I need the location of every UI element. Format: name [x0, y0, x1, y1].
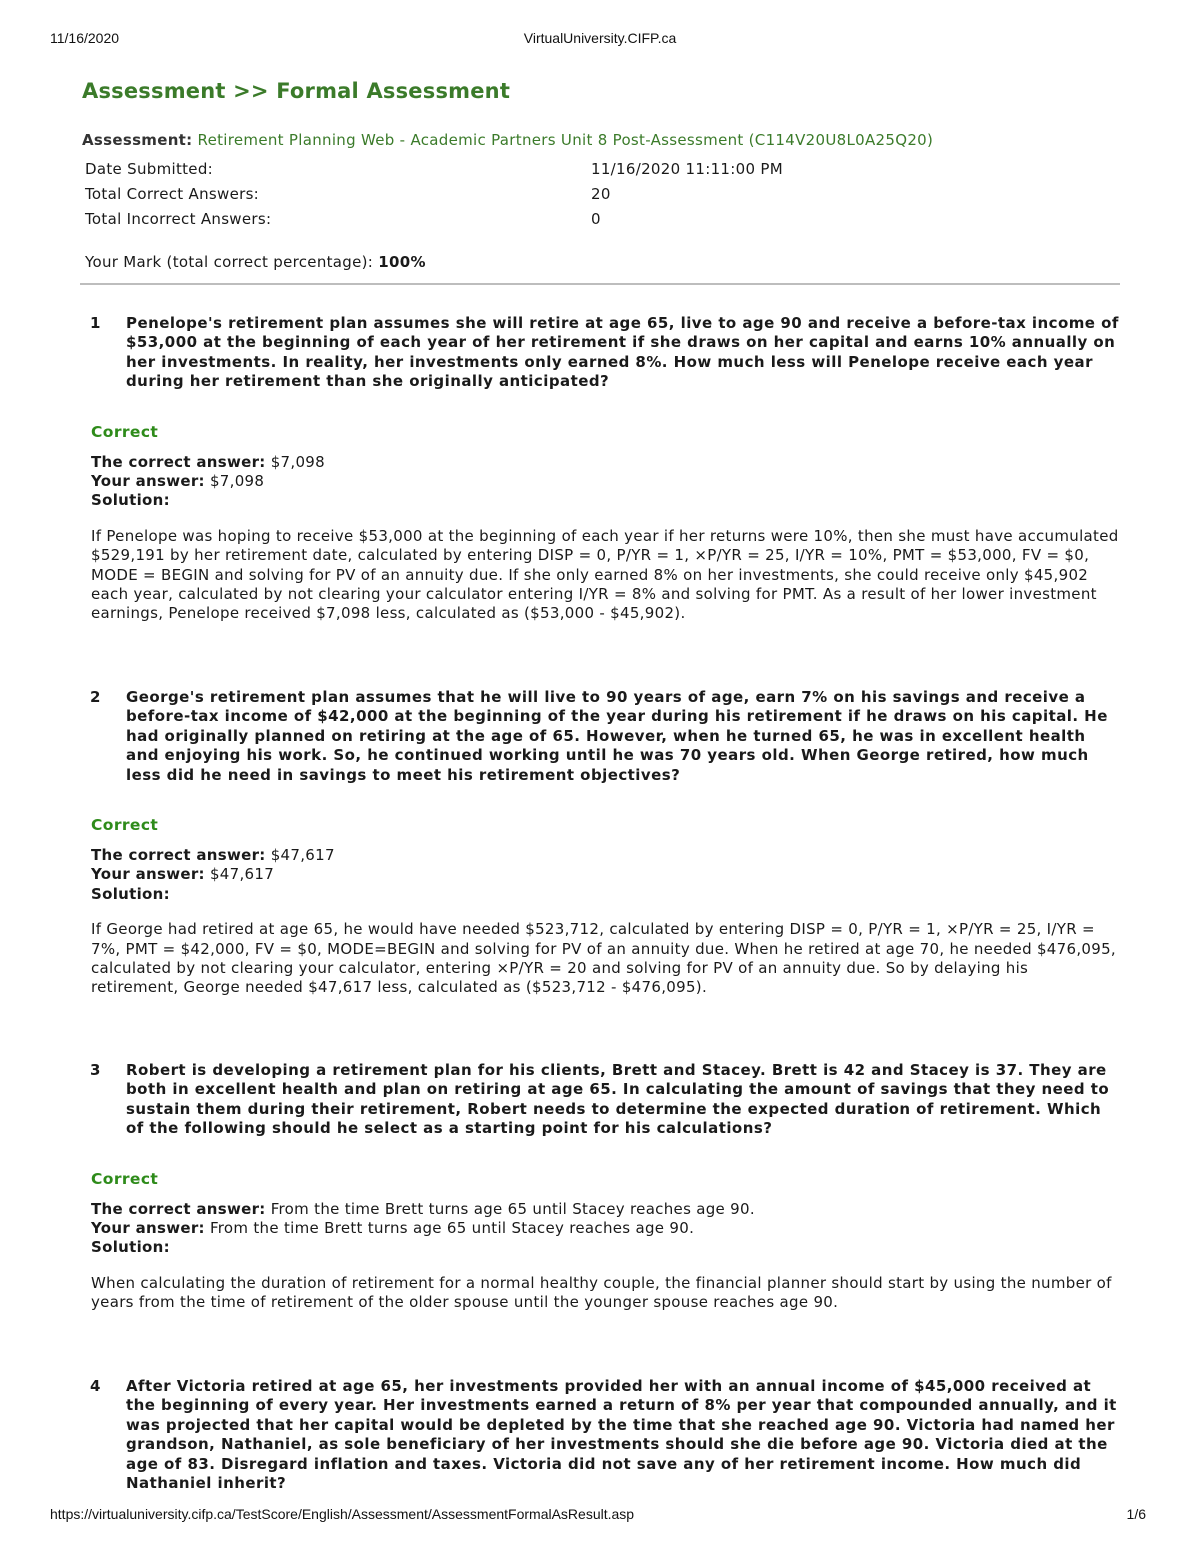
- solution-text: If Penelope was hoping to receive $53,000 at the beginning of each year if her returns were 10%, then she must have accumulated $529,191 by her retirement date, calculated by entering DISP = 0, P/YR = 1, ×P/YR = 25, I/YR = 10%, PMT = $53,000, FV = $0, MODE = BEGIN and solving for PV of an annuity due. If she only earned 8% on her investments, she could receive only $45,902 each year, calculated by not clearing your calculator entering I/YR = 8% and solving for PMT. As a result of her lower investment earnings, Penelope received $7,098 less, calculated as ($53,000 - $45,902).: [91, 526, 1119, 623]
- your-answer-label: Your answer:: [91, 865, 205, 884]
- assessment-title: [82, 130, 1122, 150]
- correct-answer-label: The correct answer:: [91, 846, 266, 865]
- solution-label: Solution:: [91, 491, 170, 510]
- question-3: [90, 1061, 1120, 1313]
- correct-answer-label: The correct answer:: [91, 1199, 266, 1218]
- assessment-label: Assessment:: [82, 131, 193, 149]
- total-correct-value: 20: [591, 184, 611, 203]
- question-4: [90, 1377, 1120, 1493]
- total-incorrect-value: 0: [591, 209, 601, 228]
- your-answer-line: [91, 472, 1120, 491]
- your-answer-label: Your answer:: [91, 472, 205, 491]
- correct-answer-value: $7,098: [270, 452, 325, 471]
- solution-label: Solution:: [91, 884, 170, 903]
- mark-label: Your Mark (total correct percentage):: [85, 253, 374, 271]
- answer-block: [91, 453, 1120, 511]
- date-submitted-value: 11/16/2020 11:11:00 PM: [591, 159, 783, 178]
- total-correct-label: Total Correct Answers:: [85, 184, 260, 203]
- question-text: Penelope's retirement plan assumes she will retire at age 65, live to age 90 and receive a before-tax income of $53,000 at the beginning of each year of her retirement if she draws on her capital and earns 10% annually on her investments. In reality, her investments only earned 8%. How much less will Penelope receive each year during her retirement than she originally anticipated?: [126, 314, 1119, 391]
- print-footer: [0, 1506, 1200, 1526]
- correct-answer-line: [91, 1200, 1120, 1219]
- question-1: [90, 314, 1120, 624]
- question-text: George's retirement plan assumes that he will live to 90 years of age, earn 7% on his savings and receive a before-tax income of $42,000 at the beginning of the year during his retirement if he draws on his capital. He had originally planned on retiring at the age of 65. However, when he turned 65, he was in excellent health and enjoying his work. So, he continued working until he was 70 years old. When George retired, how much less did he need in savings to meet his retirement objectives?: [126, 688, 1108, 784]
- print-site-title: VirtualUniversity.CIFP.ca: [523, 30, 677, 46]
- solution-label-line: [91, 885, 1120, 904]
- summary-row: [85, 206, 783, 231]
- results-header: [82, 76, 1122, 285]
- your-answer-label: Your answer:: [91, 1219, 205, 1238]
- print-header: [0, 30, 1200, 50]
- breadcrumb: Assessment >> Formal Assessment: [82, 79, 511, 103]
- your-answer-line: [91, 1219, 1120, 1238]
- your-answer-value: $47,617: [209, 865, 275, 884]
- your-answer-value: From the time Brett turns age 65 until Stacey reaches age 90.: [209, 1219, 695, 1238]
- answer-status: Correct: [91, 1169, 159, 1188]
- your-answer-value: $7,098: [209, 472, 265, 491]
- answer-block: [91, 1200, 1120, 1258]
- summary-row: [85, 181, 783, 206]
- solution-label-line: [91, 491, 1120, 510]
- page-number: 1/6: [1126, 1506, 1146, 1522]
- correct-answer-label: The correct answer:: [91, 452, 266, 471]
- question-number: 4: [90, 1377, 101, 1395]
- print-date: 11/16/2020: [50, 30, 120, 46]
- summary-table: [85, 156, 783, 231]
- answer-block: [91, 846, 1120, 904]
- mark-line: [85, 253, 1122, 271]
- summary-row: [85, 156, 783, 181]
- solution-label-line: [91, 1238, 1120, 1257]
- question-2: [90, 688, 1120, 998]
- correct-answer-value: $47,617: [270, 846, 335, 865]
- question-text: Robert is developing a retirement plan for his clients, Brett and Stacey. Brett is 42 and Stacey is 37. They are both in excellent health and plan on retiring at age 65. In calculating the amount of savings that they need to sustain them during their retirement, Robert needs to determine the expected duration of retirement. Which of the following should he select as a starting point for his calculations?: [126, 1061, 1110, 1138]
- question-number: 3: [90, 1061, 101, 1079]
- total-incorrect-label: Total Incorrect Answers:: [85, 209, 272, 228]
- solution-text: If George had retired at age 65, he would have needed $523,712, calculated by entering DISP = 0, P/YR = 1, ×P/YR = 25, I/YR = 7%, PMT = $42,000, FV = $0, MODE=BEGIN and solving for PV of an annuity due. When he retired at age 70, he needed $476,095, calculated by not clearing your calculator, entering ×P/YR = 20 and solving for PV of an annuity due. So by delaying his retirement, George needed $47,617 less, calculated as ($523,712 - $476,095).: [91, 920, 1117, 997]
- correct-answer-value: From the time Brett turns age 65 until Stacey reaches age 90.: [270, 1199, 755, 1218]
- divider: [80, 283, 1120, 285]
- correct-answer-line: [91, 846, 1120, 865]
- date-submitted-label: Date Submitted:: [85, 159, 214, 178]
- solution-label: Solution:: [91, 1238, 170, 1257]
- correct-answer-line: [91, 453, 1120, 472]
- question-text: After Victoria retired at age 65, her investments provided her with an annual income of $45,000 received at the beginning of every year. Her investments earned a return of 8% per year that compounded annually, and it was projected that her capital would be depleted by the time that she reached age 90. Victoria had named her grandson, Nathaniel, as sole beneficiary of her investments should she die before age 90. Victoria died at the age of 83. Disregard inflation and taxes. Victoria did not save any of her retirement income. How much did Nathaniel inherit?: [126, 1377, 1117, 1493]
- mark-value: 100%: [378, 253, 426, 271]
- question-number: 2: [90, 688, 101, 706]
- solution-text: When calculating the duration of retirement for a normal healthy couple, the financial planner should start by using the number of years from the time of retirement of the older spouse until the younger spouse reaches age 90.: [91, 1273, 1112, 1312]
- question-number: 1: [90, 314, 101, 332]
- page-url: https://virtualuniversity.cifp.ca/TestScore/English/Assessment/AssessmentFormalAsResult.asp: [50, 1506, 635, 1522]
- answer-status: Correct: [91, 422, 159, 441]
- answer-status: Correct: [91, 816, 159, 835]
- assessment-name: Retirement Planning Web - Academic Partners Unit 8 Post-Assessment (C114V20U8L0A25Q20): [197, 131, 934, 149]
- your-answer-line: [91, 865, 1120, 884]
